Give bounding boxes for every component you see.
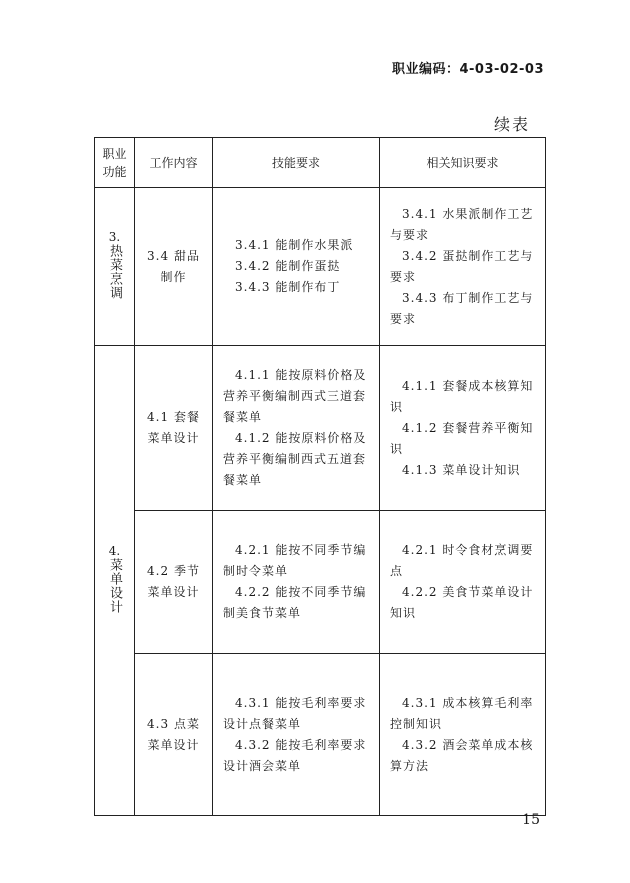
- skill-item: 4.3.2 能按毛利率要求设计酒会菜单: [223, 737, 367, 773]
- skills-cell: [213, 654, 380, 816]
- skill-item: 3.4.2 能制作蛋挞: [235, 259, 341, 273]
- work-content-cell: 3.4 甜品制作: [135, 188, 213, 346]
- header-skill-requirements: 技能要求: [213, 138, 380, 188]
- table-row: [95, 188, 546, 346]
- knowledge-item: 4.2.2 美食节菜单设计知识: [390, 585, 534, 620]
- work-content-cell: 4.1 套餐菜单设计: [135, 346, 213, 511]
- knowledge-item: 4.1.1 套餐成本核算知识: [390, 378, 534, 414]
- skills-cell: [213, 188, 380, 346]
- skills-cell: [213, 511, 380, 654]
- skill-requirements-table: [94, 137, 546, 816]
- skill-item: 4.3.1 能按毛利率要求设计点餐菜单: [223, 695, 367, 731]
- header-function: 职业功能: [95, 138, 135, 188]
- continued-label: 续表: [493, 115, 530, 134]
- function-name: 菜单设计: [107, 558, 122, 614]
- header-knowledge-requirements: 相关知识要求: [380, 138, 546, 188]
- occupation-code: 职业编码：4-03-02-03: [391, 62, 544, 77]
- knowledge-item: 4.3.1 成本核算毛利率控制知识: [390, 695, 534, 731]
- skill-item: 4.2.2 能按不同季节编制美食节菜单: [223, 585, 367, 620]
- skill-item: 3.4.1 能制作水果派: [235, 238, 354, 252]
- knowledge-item: 3.4.3 布丁制作工艺与要求: [390, 290, 534, 326]
- table-row: [95, 511, 546, 654]
- knowledge-item: 4.3.2 酒会菜单成本核算方法: [390, 737, 534, 773]
- knowledge-item: 4.1.2 套餐营养平衡知识: [390, 420, 534, 456]
- table-row: [95, 654, 546, 816]
- function-number: 3.: [108, 230, 121, 244]
- function-cell: [95, 188, 135, 346]
- knowledge-cell: [380, 654, 546, 816]
- page-number: 15: [522, 812, 540, 828]
- skill-item: 4.2.1 能按不同季节编制时令菜单: [223, 543, 367, 578]
- knowledge-cell: [380, 346, 546, 511]
- skill-item: 3.4.3 能制作布丁: [235, 280, 341, 294]
- work-content-cell: 4.3 点菜菜单设计: [135, 654, 213, 816]
- function-number: 4.: [108, 544, 121, 558]
- skill-item: 4.1.2 能按原料价格及营养平衡编制西式五道套餐菜单: [223, 431, 367, 487]
- knowledge-item: 3.4.1 水果派制作工艺与要求: [390, 206, 534, 242]
- knowledge-item: 3.4.2 蛋挞制作工艺与要求: [390, 248, 534, 284]
- knowledge-item: 4.1.3 菜单设计知识: [402, 462, 521, 477]
- table-row: [95, 346, 546, 511]
- skill-item: 4.1.1 能按原料价格及营养平衡编制西式三道套餐菜单: [223, 368, 367, 424]
- function-name: 热菜烹调: [107, 244, 122, 300]
- knowledge-cell: [380, 188, 546, 346]
- skills-cell: [213, 346, 380, 511]
- work-content-cell: 4.2 季节菜单设计: [135, 511, 213, 654]
- table-header-row: [95, 138, 546, 188]
- header-work-content: 工作内容: [135, 138, 213, 188]
- knowledge-cell: [380, 511, 546, 654]
- knowledge-item: 4.2.1 时令食材烹调要点: [390, 543, 534, 578]
- function-cell: [95, 346, 135, 816]
